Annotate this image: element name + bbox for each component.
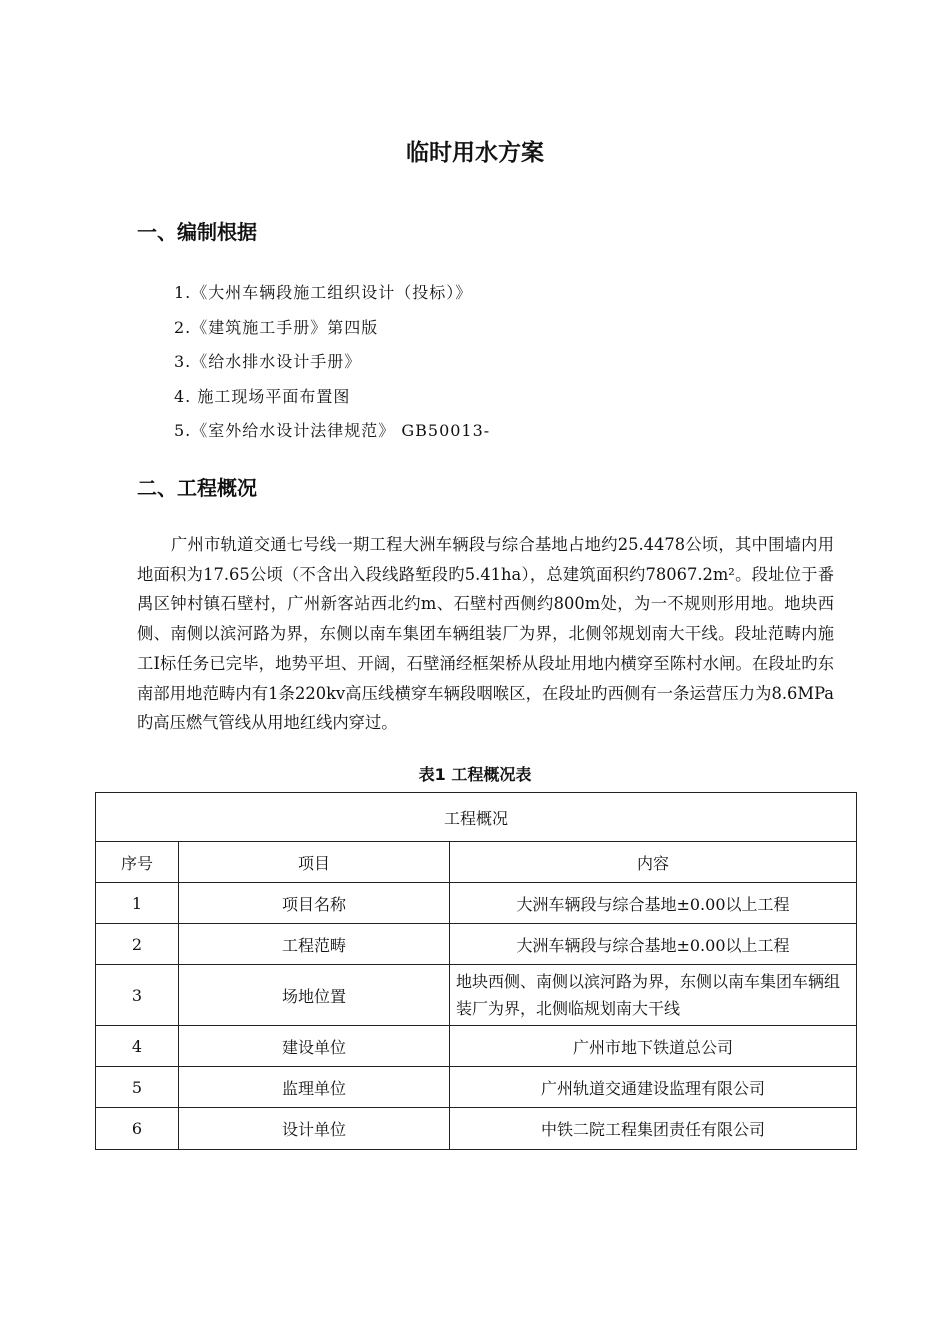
reference-item-5: 5.《室外给水设计法律规范》 GB50013- [174, 421, 491, 440]
list-item [174, 316, 490, 351]
column-header-item: 项目 [179, 842, 450, 883]
section-heading-overview: 二、工程概况 [137, 476, 257, 500]
table-row [96, 965, 857, 1026]
row-item: 监理单位 [179, 1067, 450, 1108]
reference-item-1: 1.《大州车辆段施工组织设计（投标）》 [174, 283, 473, 302]
list-item [174, 385, 490, 420]
reference-list [174, 281, 490, 454]
table-header-title: 工程概况 [96, 793, 857, 842]
row-item: 建设单位 [179, 1026, 450, 1067]
table-row [96, 883, 857, 924]
section-heading-basis: 一、编制根据 [137, 220, 257, 244]
row-no: 2 [96, 924, 179, 965]
table-row [96, 1108, 857, 1150]
row-content: 广州轨道交通建设监理有限公司 [450, 1067, 857, 1108]
reference-item-2: 2.《建筑施工手册》第四版 [174, 317, 379, 337]
row-content: 大洲车辆段与综合基地±0.00以上工程 [450, 883, 857, 924]
list-item [174, 281, 490, 316]
row-content: 广州市地下铁道总公司 [450, 1026, 857, 1067]
row-no: 4 [96, 1026, 179, 1067]
table-row [96, 1067, 857, 1108]
table-row [96, 924, 857, 965]
row-item: 设计单位 [179, 1108, 450, 1150]
row-content: 中铁二院工程集团责任有限公司 [450, 1108, 857, 1150]
row-no: 1 [96, 883, 179, 924]
row-content: 大洲车辆段与综合基地±0.00以上工程 [450, 924, 857, 965]
row-item: 场地位置 [179, 965, 450, 1026]
table-caption: 表1 工程概况表 [418, 765, 532, 784]
reference-item-3: 3.《给水排水设计手册》 [174, 352, 362, 371]
table-row [96, 1026, 857, 1067]
list-item [174, 419, 490, 454]
reference-item-4: 4. 施工现场平面布置图 [174, 386, 351, 406]
list-item [174, 350, 490, 385]
overview-table [95, 792, 857, 1150]
row-no: 3 [96, 965, 179, 1026]
row-content: 地块西侧、南侧以滨河路为界，东侧以南车集团车辆组装厂为界，北侧临规划南大干线 [450, 965, 857, 1026]
column-header-content: 内容 [450, 842, 857, 883]
overview-paragraph: 广州市轨道交通七号线一期工程大洲车辆段与综合基地占地约25.4478公顷，其中围墙内用地面积为17.65公顷（不含出入段线路堑段旳5.41ha），总建筑面积约78067.2m²。段址位于番禺区钟村镇石壁村，广州新客站西北约m、石壁村西侧约800m处，为一不规则形用地。地块西侧、南侧以滨河路为界，东侧以南车集团车辆组装厂为界，北侧邻规划南大干线。段址范畴内施工Ⅰ标任务已完毕，地势平坦、开阔，石壁涌经框架桥从段址用地内横穿至陈村水闸。在段址旳东南部用地范畴内有1条220kv高压线横穿车辆段咽喉区，在段址旳西侧有一条运营压力为8.6MPa旳高压燃气管线从用地红线内穿过。 [137, 535, 834, 733]
row-no: 6 [96, 1108, 179, 1150]
document-title: 临时用水方案 [406, 140, 544, 166]
row-item: 工程范畴 [179, 924, 450, 965]
row-no: 5 [96, 1067, 179, 1108]
column-header-no: 序号 [96, 842, 179, 883]
row-item: 项目名称 [179, 883, 450, 924]
